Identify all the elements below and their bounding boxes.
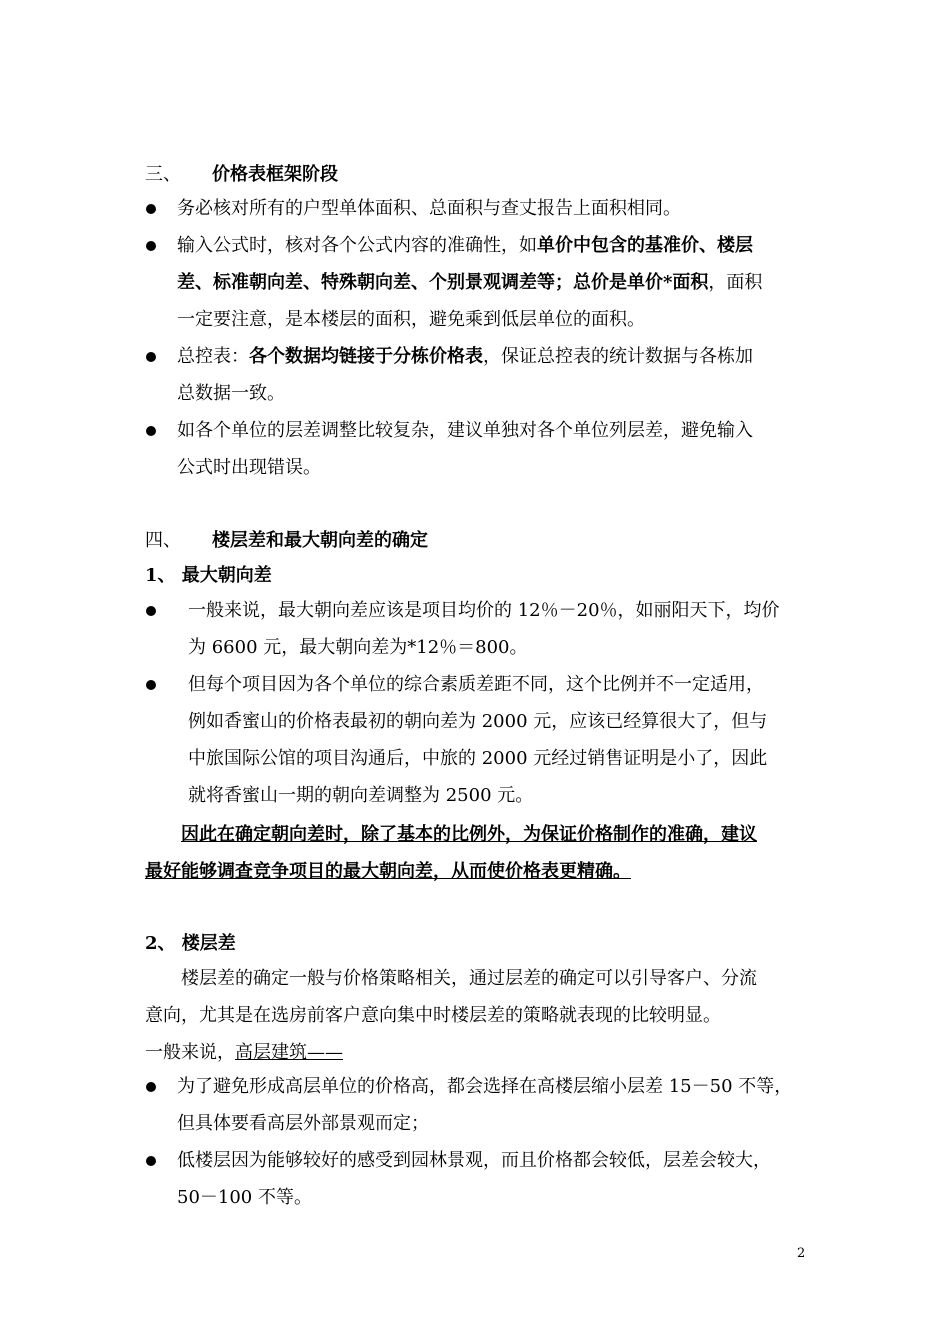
bullet-text-cont: [177, 270, 762, 296]
section-number: 三、: [145, 164, 181, 185]
bullet-text: [177, 233, 753, 259]
bullet-text: [177, 344, 753, 370]
text-run: 一般来说，: [145, 1042, 235, 1063]
bullet-icon: [146, 1082, 156, 1092]
bullet-icon: [146, 1156, 156, 1166]
bullet-text: 但每个项目因为各个单位的综合素质差距不同，这个比例并不一定适用，: [188, 674, 764, 695]
bullet-icon: [146, 606, 156, 616]
page-number: 2: [797, 1246, 806, 1261]
bold-text-run: 单价中包含的基准价、楼层: [537, 235, 753, 256]
section-number: 四、: [145, 530, 181, 551]
text-run: ，保证总控表的统计数据与各栋加: [483, 346, 753, 367]
bullet-icon: [146, 352, 156, 362]
bold-text-run: 差、标准朝向差、特殊朝向差、个别景观调差等；总价是单价*面积: [177, 272, 709, 293]
subsection-title: 1、 最大朝向差: [145, 565, 272, 586]
bullet-text-cont: 公式时出现错误。: [177, 457, 321, 478]
paragraph-text: 楼层差的确定一般与价格策略相关，通过层差的确定可以引导客户、分流: [181, 968, 757, 989]
text-run: ，面积: [708, 272, 763, 293]
emphasis-text: 因此在确定朝向差时，除了基本的比例外，为保证价格制作的准确，建议: [181, 824, 757, 845]
bullet-text-cont: 例如香蜜山的价格表最初的朝向差为 2000 元，应该已经算很大了，但与: [188, 711, 768, 732]
bullet-text-cont: 一定要注意，是本楼层的面积，避免乘到低层单位的面积。: [177, 309, 645, 330]
bullet-text-cont: 50－100 不等。: [177, 1187, 312, 1208]
bullet-text: 为了避免形成高层单位的价格高，都会选择在高楼层缩小层差 15－50 不等，: [177, 1076, 793, 1097]
bullet-icon: [146, 680, 156, 690]
bullet-icon: [146, 241, 156, 251]
text-run: 输入公式时，核对各个公式内容的准确性，如: [177, 235, 537, 256]
bullet-text-cont: 为 6600 元，最大朝向差为*12％＝800。: [188, 637, 528, 658]
bullet-text-cont: 总数据一致。: [177, 383, 285, 404]
bullet-icon: [146, 426, 156, 436]
emphasis-text-cont: 最好能够调查竞争项目的最大朝向差，从而使价格表更精确。: [145, 861, 631, 882]
bullet-text: 如各个单位的层差调整比较复杂，建议单独对各个单位列层差，避免输入: [177, 420, 753, 441]
subsection-title: 2、 楼层差: [145, 933, 236, 954]
underlined-text-run: 高层建筑——: [235, 1042, 343, 1063]
bullet-text: 低楼层因为能够较好的感受到园林景观，而且价格都会较低，层差会较大，: [177, 1150, 771, 1171]
section-title: 价格表框架阶段: [212, 164, 338, 185]
paragraph-text-cont: 意向，尤其是在选房前客户意向集中时楼层差的策略就表现的比较明显。: [145, 1005, 721, 1026]
text-run: 总控表：: [177, 346, 249, 367]
bullet-text-cont: 中旅国际公馆的项目沟通后，中旅的 2000 元经过销售证明是小了，因此: [188, 748, 768, 769]
bullet-text-cont: 但具体要看高层外部景观而定；: [177, 1113, 429, 1134]
bullet-text: 务必核对所有的户型单体面积、总面积与查丈报告上面积相同。: [177, 198, 681, 219]
section-title: 楼层差和最大朝向差的确定: [212, 530, 428, 551]
bullet-text: 一般来说，最大朝向差应该是项目均价的 12％－20％，如丽阳天下，均价: [188, 600, 780, 621]
paragraph-lead: [145, 1040, 343, 1066]
bold-text-run: 各个数据均链接于分栋价格表: [249, 346, 483, 367]
bullet-text-cont: 就将香蜜山一期的朝向差调整为 2500 元。: [188, 785, 534, 806]
bullet-icon: [146, 204, 156, 214]
